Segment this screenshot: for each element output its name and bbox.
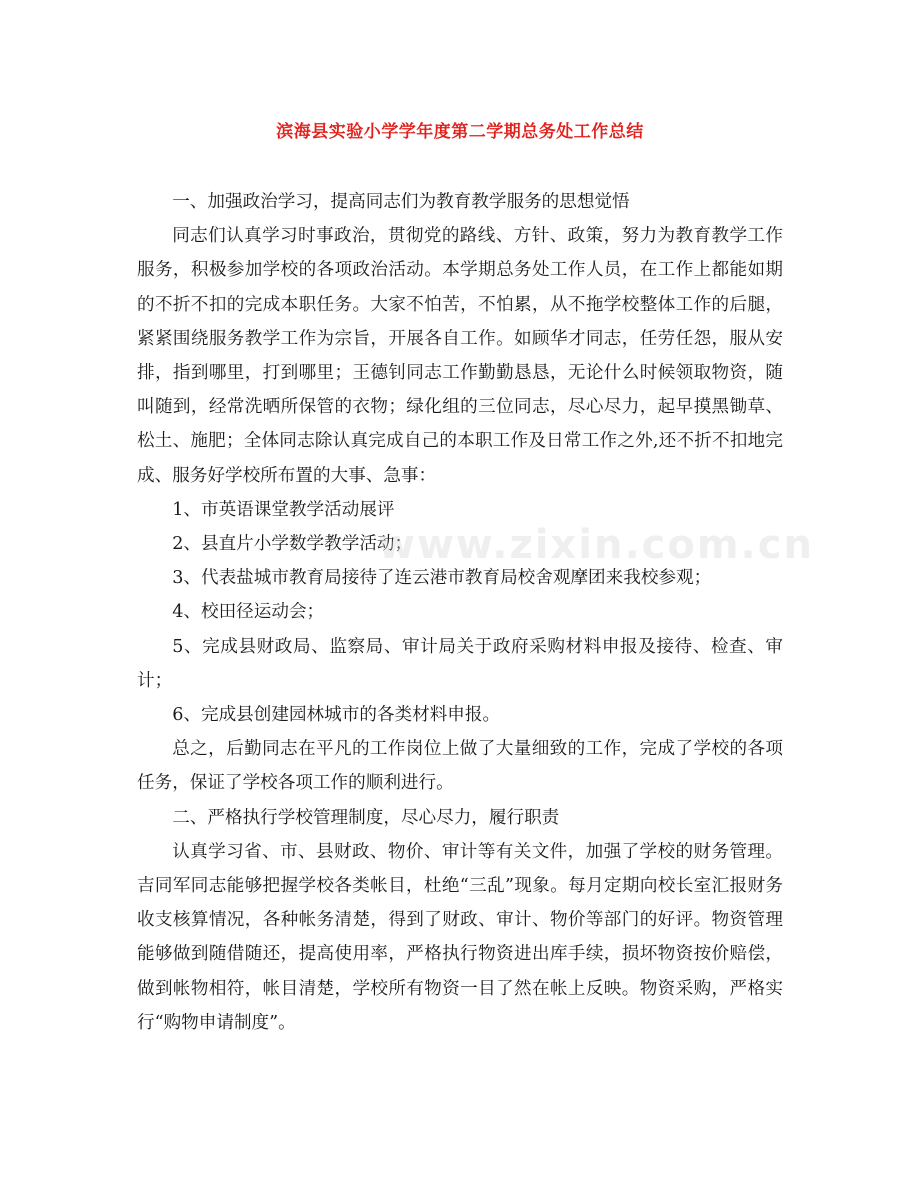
body-paragraph: 同志们认真学习时事政治，贯彻党的路线、方针、政策，努力为教育教学工作服务，积极参加学校的各项政治活动。本学期总务处工作人员，在工作上都能如期的不折不扣的完成本职任务。大家不怕苦，不怕累，从不拖学校整体工作的后腿，紧紧围绕服务教学工作为宗旨，开展各自工作。如顾华才同志，任劳任怨，服从安排，指到哪里，打到哪里；王德钊同志工作勤勤恳恳，无论什么时候领取物资，随叫随到，经常洗晒所保管的衣物；绿化组的三位同志，尽心尽力，起早摸黑锄草、松土、施肥；全体同志除认真完成自己的本职工作及日常工作之外,还不折不扣地完成、服务好学校所布置的大事、急事：: [137, 226, 783, 486]
document-title: 滨海县实验小学学年度第二学期总务处工作总结: [276, 122, 644, 142]
list-item: 1、市英语课堂教学活动展评: [172, 499, 395, 520]
body-paragraph: 总之，后勤同志在平凡的工作岗位上做了大量细致的工作，完成了学校的各项任务，保证了学校各项工作的顺利进行。: [137, 739, 783, 794]
document-body: [137, 185, 783, 1040]
section-heading-1: 一、加强政治学习，提高同志们为教育教学服务的思想觉悟: [172, 192, 630, 212]
list-item: 3、代表盐城市教育局接待了连云港市教育局校舍观摩团来我校参观；: [172, 568, 712, 589]
list-item: 2、县直片小学数学教学活动；: [172, 534, 413, 555]
body-paragraph: 认真学习省、市、县财政、物价、审计等有关文件，加强了学校的财务管理。吉同军同志能够把握学校各类帐目，杜绝“三乱”现象。每月定期向校长室汇报财务收支核算情况，各种帐务清楚，得到了财政、审计、物价等部门的好评。物资管理能够做到随借随还，提高使用率，严格执行物资进出库手续，损坏物资按价赔偿，做到帐物相符，帐目清楚，学校所有物资一目了然在帐上反映。物资采购，严格实行“购物申请制度”。: [137, 841, 783, 1033]
section-heading-2: 二、严格执行学校管理制度，尽心尽力，履行职责: [172, 807, 560, 828]
list-item: 6、完成县创建园林城市的各类材料申报。: [172, 705, 501, 726]
watermark: www.zixin.com.cn: [378, 522, 814, 568]
list-item: 4、校田径运动会；: [172, 602, 325, 623]
list-item: 5、完成县财政局、监察局、审计局关于政府采购材料申报及接待、检查、审计；: [137, 636, 783, 691]
